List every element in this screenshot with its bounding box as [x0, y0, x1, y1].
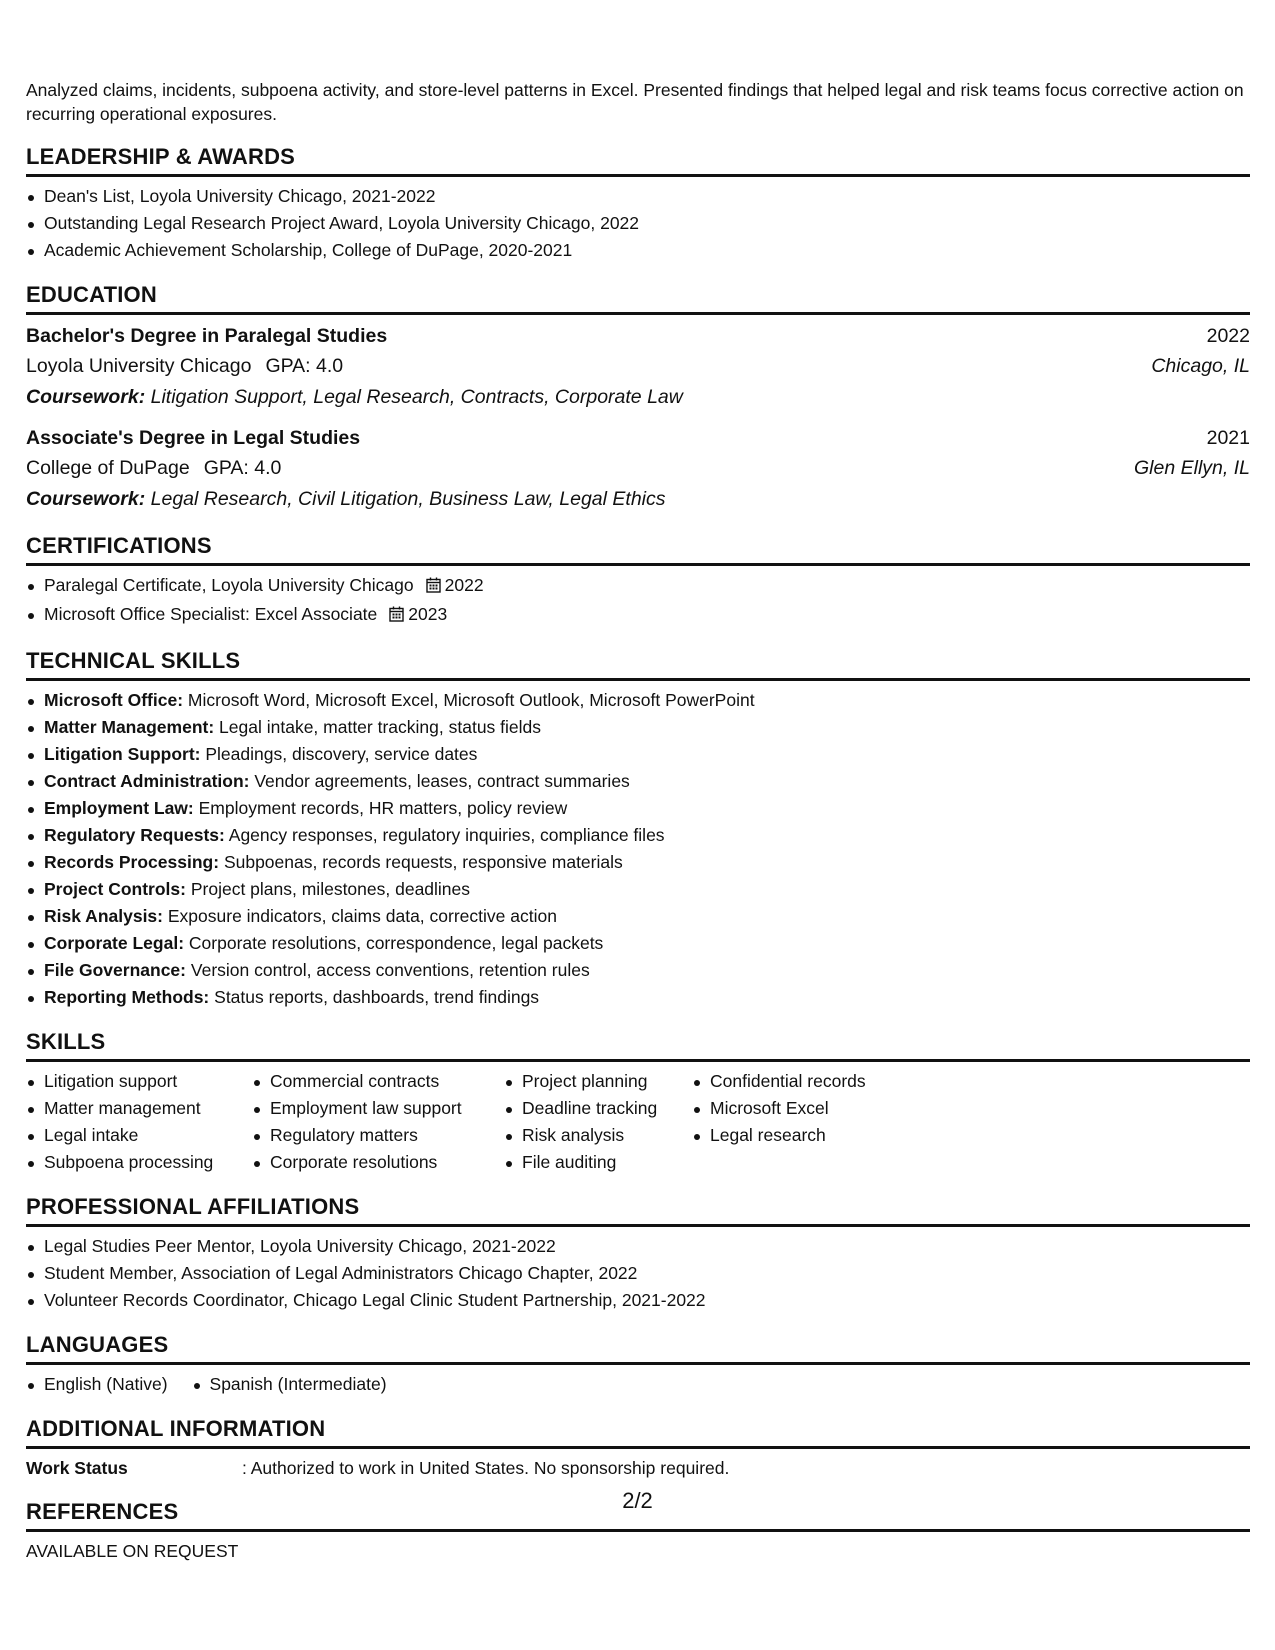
section-title: LANGUAGES — [26, 1332, 1250, 1365]
list-item: Outstanding Legal Research Project Award, Loyola University Chicago, 2022 — [26, 210, 1250, 237]
section-title: REFERENCES — [26, 1499, 1250, 1532]
technical-skills-section — [26, 648, 1250, 1011]
affiliations-list — [26, 1233, 1250, 1314]
certification-year: 2022 — [444, 575, 484, 595]
list-item — [26, 795, 1250, 822]
coursework — [26, 381, 1250, 413]
calendar-icon — [389, 603, 404, 630]
list-item: Employment law support — [252, 1095, 504, 1122]
institution-location: Glen Ellyn, IL — [1134, 457, 1250, 479]
certification-name: Paralegal Certificate, Loyola University Chicago — [44, 575, 414, 595]
gpa: GPA: 4.0 — [265, 355, 344, 377]
education-entry — [26, 423, 1250, 515]
graduation-year: 2021 — [1206, 427, 1250, 449]
education-entry — [26, 321, 1250, 413]
list-item: Academic Achievement Scholarship, College of DuPage, 2020-2021 — [26, 237, 1250, 264]
section-title: TECHNICAL SKILLS — [26, 648, 1250, 681]
work-status-label: Work Status — [26, 1458, 128, 1478]
list-item: Corporate resolutions — [252, 1149, 504, 1176]
list-item: Legal intake — [26, 1122, 252, 1149]
skill-category: Project Controls: — [44, 879, 186, 899]
list-item: Student Member, Association of Legal Administrators Chicago Chapter, 2022 — [26, 1260, 1250, 1287]
technical-skills-list — [26, 687, 1250, 1011]
leadership-list — [26, 183, 1250, 264]
certifications-section — [26, 533, 1250, 630]
skill-details: Exposure indicators, claims data, corrective action — [167, 906, 557, 926]
list-item: Project planning — [504, 1068, 692, 1095]
work-status-value: : Authorized to work in United States. No sponsorship required. — [242, 1458, 730, 1478]
skills-column — [252, 1068, 504, 1176]
skills-column — [26, 1068, 252, 1176]
calendar-icon — [426, 574, 441, 601]
list-item: Dean's List, Loyola University Chicago, 2021-2022 — [26, 183, 1250, 210]
skill-details: Status reports, dashboards, trend findings — [214, 987, 540, 1007]
graduation-year: 2022 — [1206, 325, 1250, 347]
section-title: EDUCATION — [26, 282, 1250, 315]
leadership-section — [26, 144, 1250, 264]
section-title: LEADERSHIP & AWARDS — [26, 144, 1250, 177]
skills-column — [504, 1068, 692, 1176]
list-item: Legal research — [692, 1122, 932, 1149]
coursework-list: Litigation Support, Legal Research, Contracts, Corporate Law — [150, 386, 683, 408]
institution-name: Loyola University Chicago — [26, 355, 252, 377]
list-item: Deadline tracking — [504, 1095, 692, 1122]
list-item — [26, 714, 1250, 741]
skill-category: Regulatory Requests: — [44, 825, 225, 845]
additional-info-section — [26, 1416, 1250, 1481]
resume-page — [26, 78, 1250, 1564]
institution — [26, 453, 281, 483]
skill-category: File Governance: — [44, 960, 186, 980]
skills-section — [26, 1029, 1250, 1176]
skills-column — [692, 1068, 932, 1176]
references-text: AVAILABLE ON REQUEST — [26, 1541, 239, 1561]
list-item — [26, 768, 1250, 795]
list-item: Commercial contracts — [252, 1068, 504, 1095]
list-item — [26, 572, 1250, 601]
skill-category: Corporate Legal: — [44, 933, 185, 953]
list-item: Volunteer Records Coordinator, Chicago Legal Clinic Student Partnership, 2021-2022 — [26, 1287, 1250, 1314]
list-item: Matter management — [26, 1095, 252, 1122]
skill-category: Records Processing: — [44, 852, 220, 872]
skill-category: Litigation Support: — [44, 744, 201, 764]
skill-details: Corporate resolutions, correspondence, legal packets — [188, 933, 604, 953]
institution-name: College of DuPage — [26, 457, 190, 479]
skill-details: Agency responses, regulatory inquiries, compliance files — [228, 825, 665, 845]
experience-summary-text: Analyzed claims, incidents, subpoena activity, and store-level patterns in Excel. Presented findings that helped legal and risk teams focus corrective action on recurring operational exposures. — [26, 80, 1244, 124]
list-item: Risk analysis — [504, 1122, 692, 1149]
coursework-list: Legal Research, Civil Litigation, Business Law, Legal Ethics — [150, 488, 666, 510]
work-status-row — [26, 1455, 1250, 1481]
section-title: SKILLS — [26, 1029, 1250, 1062]
list-item: Subpoena processing — [26, 1149, 252, 1176]
list-item: Legal Studies Peer Mentor, Loyola University Chicago, 2021-2022 — [26, 1233, 1250, 1260]
list-item — [26, 876, 1250, 903]
skill-category: Risk Analysis: — [44, 906, 163, 926]
skill-category: Employment Law: — [44, 798, 194, 818]
list-item — [26, 903, 1250, 930]
skill-details: Employment records, HR matters, policy review — [198, 798, 568, 818]
degree-name: Associate's Degree in Legal Studies — [26, 427, 361, 449]
gpa: GPA: 4.0 — [203, 457, 282, 479]
institution — [26, 351, 343, 381]
list-item: Microsoft Excel — [692, 1095, 932, 1122]
skills-grid — [26, 1068, 1250, 1176]
coursework — [26, 483, 1250, 515]
skill-details: Vendor agreements, leases, contract summaries — [254, 771, 630, 791]
languages-section — [26, 1332, 1250, 1398]
list-item — [26, 601, 1250, 630]
skill-details: Microsoft Word, Microsoft Excel, Microsoft Outlook, Microsoft PowerPoint — [187, 690, 755, 710]
certifications-list — [26, 572, 1250, 630]
degree-name: Bachelor's Degree in Paralegal Studies — [26, 325, 388, 347]
coursework-label: Coursework: — [26, 386, 146, 408]
skill-category: Reporting Methods: — [44, 987, 210, 1007]
coursework-label: Coursework: — [26, 488, 146, 510]
list-item — [26, 741, 1250, 768]
skill-details: Subpoenas, records requests, responsive materials — [223, 852, 623, 872]
languages-list — [26, 1371, 1250, 1398]
list-item — [26, 930, 1250, 957]
page-number: 2/2 — [622, 1488, 653, 1513]
education-section — [26, 282, 1250, 515]
section-title: ADDITIONAL INFORMATION — [26, 1416, 1250, 1449]
section-title: CERTIFICATIONS — [26, 533, 1250, 566]
certification-year: 2023 — [408, 604, 448, 624]
list-item: Confidential records — [692, 1068, 932, 1095]
list-item: File auditing — [504, 1149, 692, 1176]
list-item — [26, 822, 1250, 849]
list-item: English (Native) — [26, 1371, 168, 1398]
list-item — [26, 957, 1250, 984]
list-item — [26, 849, 1250, 876]
certification-name: Microsoft Office Specialist: Excel Associate — [44, 604, 378, 624]
institution-location: Chicago, IL — [1151, 355, 1250, 377]
skill-details: Legal intake, matter tracking, status fields — [219, 717, 542, 737]
affiliations-section — [26, 1194, 1250, 1314]
section-title: PROFESSIONAL AFFILIATIONS — [26, 1194, 1250, 1227]
list-item: Regulatory matters — [252, 1122, 504, 1149]
skill-category: Matter Management: — [44, 717, 215, 737]
skill-category: Microsoft Office: — [44, 690, 184, 710]
skill-details: Pleadings, discovery, service dates — [205, 744, 478, 764]
list-item: Spanish (Intermediate) — [192, 1371, 387, 1398]
skill-category: Contract Administration: — [44, 771, 250, 791]
list-item — [26, 687, 1250, 714]
list-item: Litigation support — [26, 1068, 252, 1095]
skill-details: Project plans, milestones, deadlines — [190, 879, 471, 899]
list-item — [26, 984, 1250, 1011]
skill-details: Version control, access conventions, retention rules — [190, 960, 590, 980]
